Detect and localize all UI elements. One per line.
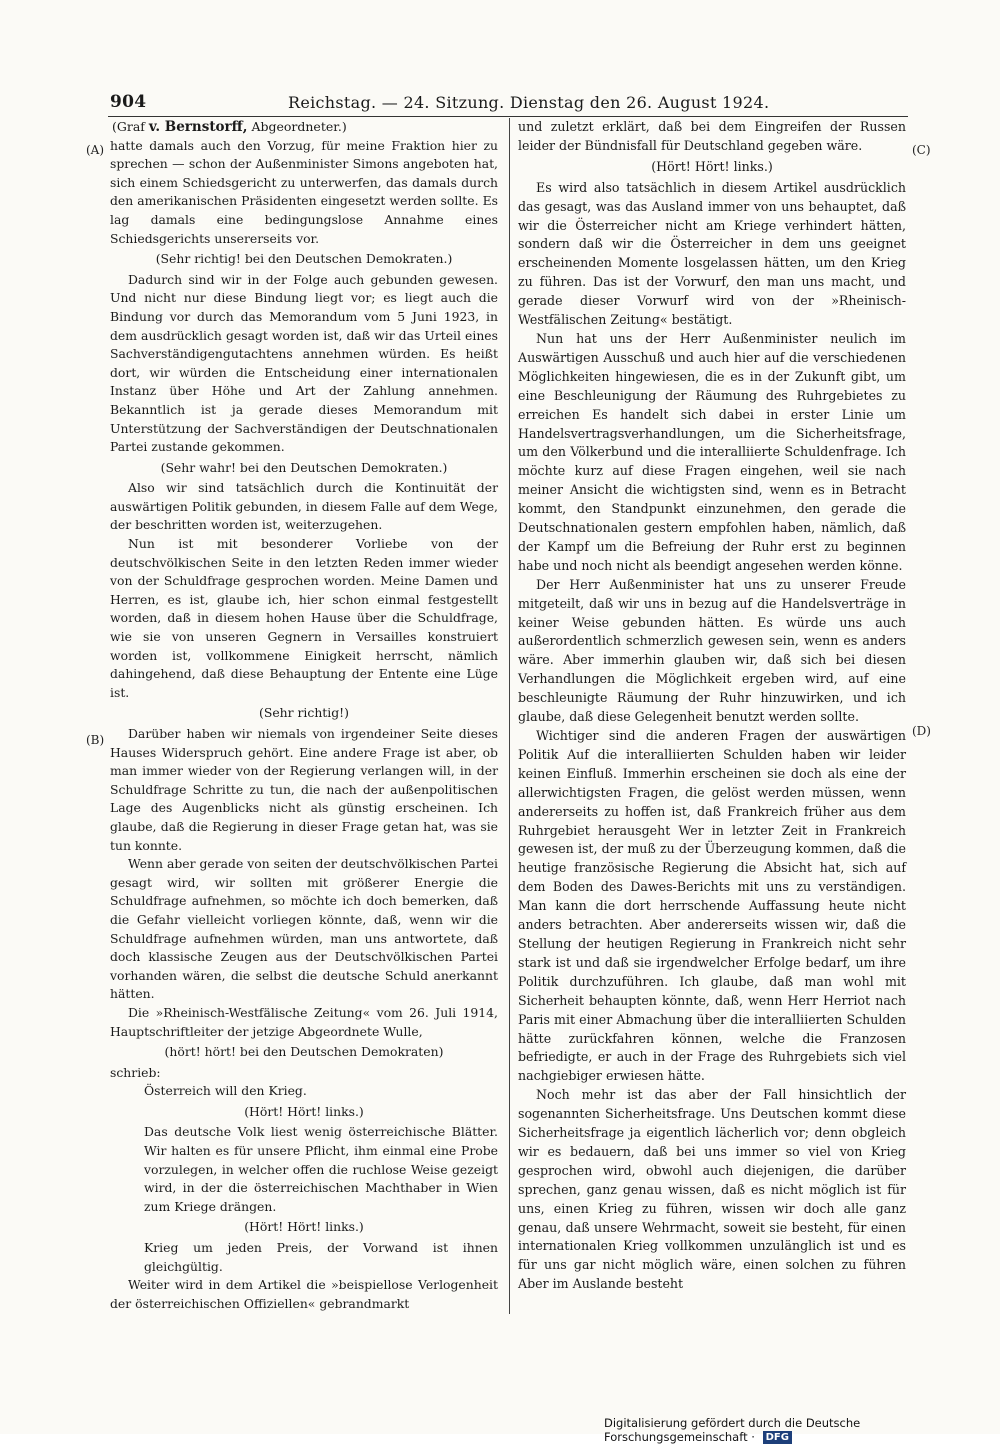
paragraph: Also wir sind tatsächlich durch die Kontinuität der auswärtigen Politik gebunden, in diesem Falle auf dem Wege, der beschritten worden ist, weiterzugehen. [110, 480, 498, 533]
footer-text: Digitalisierung gefördert durch die Deutsche Forschungsgemeinschaft · [604, 1416, 861, 1444]
right-column [518, 118, 906, 1294]
paragraph: Der Herr Außenminister hat uns zu unserer Freude mitgeteilt, daß wir uns in bezug auf die Handelsverträge in keiner Weise gebunden hätten. Es würde uns auch außerordentlich schmerzlich gewesen sein, wenn es anders wäre. Aber immerhin glauben wir, daß sich bei diesen Verhandlungen die Möglichkeit ergeben wird, auf eine beschleunigte Räumung der Ruhr hinzuwirken, und ich glaube, daß diese Gelegenheit benutzt werden sollte. [518, 576, 906, 725]
dfg-logo: DFG [763, 1431, 792, 1444]
paragraph: Nun hat uns der Herr Außenminister neulich im Auswärtigen Ausschuß und auch hier auf die verschiedenen Möglichkeiten hingewiesen, die es in der Zukunft gibt, um eine Beschleunigung der Räumung des Ruhrgebietes zu erreichen Es handelt sich dabei in erster Linie um Handelsvertragsverhandlungen, um die Sicherheitsfrage, um den Völkerbund und die interalliierte Schuldenfrage. Ich möchte kurz auf diese Fragen eingehen, weil sie nach meiner Ansicht die wichtigsten sind, wenn es in Betracht kommt, den Standpunkt einzunehmen, den gerade die Deutschnationalen gestern empfohlen haben, nämlich, daß der Kampf um die Befreiung der Ruhr erst zu beginnen habe und noch nicht als beendigt angesehen werden könne. [518, 330, 906, 573]
left-column [110, 118, 498, 1313]
paragraph: Noch mehr ist das aber der Fall hinsichtlich der sogenannten Sicherheitsfrage. Uns Deutschen kommt diese Sicherheitsfrage ja eigentlich lächerlich vor; denn obgleich wir es bedauern, daß bei uns immer so viel von Krieg gesprochen wird, obwohl auch diejenigen, die darüber sprechen, ganz genau wissen, daß es nicht möglich ist für uns, einen Krieg zu führen, wissen wir doch alle ganz genau, daß unsere Wehrmacht, soweit sie besteht, für einen internationalen Krieg vollkommen unzulänglich ist und es für uns gar nicht möglich wäre, einen solchen zu führen Aber im Auslande besteht [518, 1087, 906, 1292]
interjection: (Sehr wahr! bei den Deutschen Demokraten.) [160, 459, 448, 475]
paragraph: Es wird also tatsächlich in diesem Artikel ausdrücklich das gesagt, was das Ausland immer von uns behauptet, daß wir die Österreicher nicht am Kriege verhindert hätten, sondern daß wir die Österreicher in dem uns geeignet erscheinenden Momente losgelassen hätten, um den Krieg zu führen. Das ist der Vorwurf, den man uns macht, und gerade dieser Vorwurf wird von der »Rheinisch-Westfälischen Zeitung« bestätigt. [518, 179, 906, 328]
interjection: (Hört! Hört! links.) [244, 1103, 364, 1119]
speaker-pre: (Graf [112, 119, 145, 134]
interjection: (Sehr richtig!) [259, 705, 349, 721]
speaker-role: Abgeordneter.) [251, 119, 347, 134]
quote: Österreich will den Krieg. [144, 1083, 307, 1099]
footer [604, 1416, 1000, 1444]
interjection: (Hört! Hört! links.) [244, 1219, 364, 1235]
margin-mark-d: (D) [912, 724, 931, 738]
paragraph: Darüber haben wir niemals von irgendeiner Seite dieses Hauses Widerspruch gehört. Eine andere Frage ist aber, ob man immer wieder von der Regierung verlangen will, in der Schuldfrage Schritte zu tun, die nach der außenpolitischen Lage des Augenblicks nicht als günstig erscheinen. Ich glaube, daß die Regierung in dieser Frage getan hat, was sie tun konnte. [110, 726, 498, 853]
paragraph: Wenn aber gerade von seiten der deutschvölkischen Partei gesagt wird, wir sollten mit größerer Energie die Schuldfrage aufnehmen, so möchte ich doch bemerken, daß die Gefahr vielleicht vorliegen könnte, daß, wenn wir die Schuldfrage aufnehmen würden, man uns antwortete, daß doch klassische Zeugen aus der Deutschvölkischen Partei vorhanden wären, die selbst die deutsche Schuld anerkannt hätten. [110, 856, 498, 1002]
paragraph: schrieb: [110, 1064, 161, 1080]
page-header [110, 92, 870, 114]
paragraph: Die »Rheinisch-Westfälische Zeitung« vom 26. Juli 1914, Hauptschriftleiter der jetzige Abgeordnete Wulle, [110, 1004, 498, 1039]
paragraph: Dadurch sind wir in der Folge auch gebunden gewesen. Und nicht nur diese Bindung liegt vor; es liegt auch die Bindung vor durch das Memorandum vom 5 Juni 1923, in dem ausdrücklich gesagt worden ist, daß wir das Urteil eines Sachverständigengutachtens annehmen würden. Es heißt dort, wir würden die Entscheidung einer internationalen Instanz über Höhe und Art der Zahlung annehmen. Bekanntlich ist ja gerade dieses Memorandum mit Unterstützung der Sachverständigen der Deutschnationalen Partei zustande gekommen. [110, 271, 498, 455]
margin-mark-b: (B) [86, 733, 105, 747]
quote: Das deutsche Volk liest wenig österreichische Blätter. Wir halten es für unsere Pflicht, ihm einmal eine Probe vorzulegen, in welcher offen die ruchlose Weise gezeigt wird, in der die österreichischen Machthaber in Wien zum Kriege drängen. [144, 1124, 498, 1214]
page-title: Reichstag. — 24. Sitzung. Dienstag den 26. August 1924. [288, 93, 770, 112]
interjection: (Sehr richtig! bei den Deutschen Demokraten.) [155, 251, 453, 267]
paragraph: und zuletzt erklärt, daß bei dem Eingreifen der Russen leider der Bündnisfall für Deutschland gegeben wäre. [518, 119, 906, 153]
speaker-line [112, 118, 498, 137]
interjection: (Hört! Hört! links.) [651, 158, 773, 174]
paragraph: Nun ist mit besonderer Vorliebe von der deutschvölkischen Seite in den letzten Reden immer wieder von der Schuldfrage gesprochen worden. Meine Damen und Herren, es ist, glaube ich, hier schon einmal festgestellt worden, daß in diesem hohen Hause über die Schuldfrage, wie sie von unseren Gegnern in Versailles konstruiert worden ist, vollkommene Einigkeit herrscht, nämlich dahingehend, daß diese Behauptung der Entente eine Lüge ist. [110, 536, 498, 700]
header-rule [108, 116, 908, 117]
margin-mark-a: (A) [86, 143, 105, 157]
paragraph: Weiter wird in dem Artikel die »beispiellose Verlogenheit der österreichischen Offiziellen« gebrandmarkt [110, 1277, 498, 1311]
paragraph: Wichtiger sind die anderen Fragen der auswärtigen Politik Auf die interalliierten Schulden haben wir leider keinen Einfluß. Immerhin erscheinen sie doch als eine der allerwichtigsten Fragen, die gelöst werden müssen, wenn andererseits zu hoffen ist, daß Frankreich früher aus dem Ruhrgebiet herausgeht Wer in letzter Zeit in Frankreich gewesen ist, der muß zu der Überzeugung kommen, daß die heutige französische Regierung die Absicht hat, sich auf dem Boden des Dawes-Berichts mit uns zu verständigen. Man kann die dort herrschende Auffassung heute nicht anders betrachten. Aber andererseits wissen wir, daß die Stellung der heutigen Regierung in Frankreich nicht sehr stark ist und daß sie irgendwelcher Erfolge bedarf, um ihre Politik durchzuführen. Ich glaube, daß man wohl mit Sicherheit behaupten könnte, daß, wenn Herr Herriot nach Paris mit einer Abmachung über die interalliierten Schulden hätte zurückfahren können, welche die Franzosen befriedigte, er auch in der Frage des Ruhrgebiets sich viel nachgiebiger erwiesen hätte. [518, 728, 906, 1084]
paragraph: hatte damals auch den Vorzug, für meine Fraktion hier zu sprechen — schon der Außenminister Simons angeboten hat, sich einem Schiedsgericht zu unterwerfen, das damals durch den amerikanischen Präsidenten eingesetzt werden sollte. Es lag damals eine bedingungslose Annahme eines Schiedsgerichts unsererseits vor. [110, 137, 498, 246]
column-divider [509, 118, 510, 1314]
quote: Krieg um jeden Preis, der Vorwand ist ihnen gleichgültig. [144, 1240, 498, 1274]
page-number: 904 [110, 92, 147, 112]
speaker-name: v. Bernstorff, [148, 119, 248, 135]
interjection: (hört! hört! bei den Deutschen Demokraten) [164, 1044, 444, 1060]
margin-mark-c: (C) [912, 143, 931, 157]
